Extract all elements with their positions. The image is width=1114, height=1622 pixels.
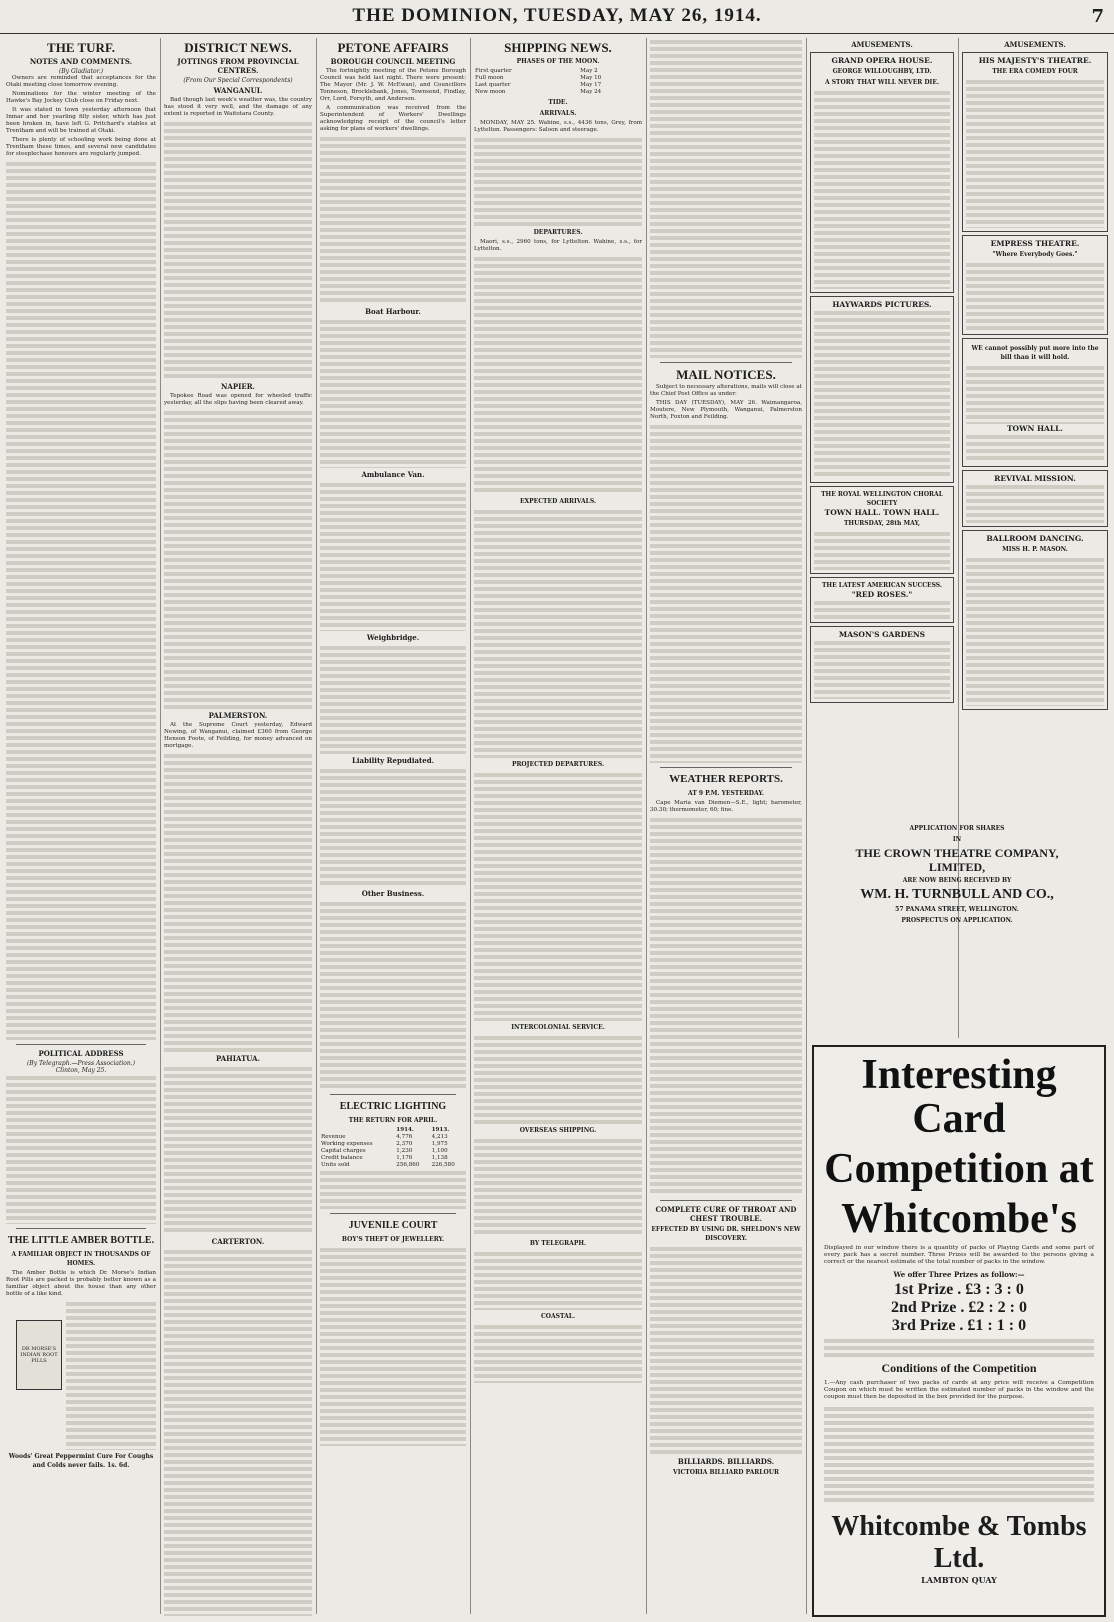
section-heading: THE LITTLE AMBER BOTTLE. [7, 1235, 155, 1246]
table-header-cell: 1914. [396, 1127, 414, 1133]
ad-subheading: VICTORIA BILLIARD PARLOUR [673, 1469, 779, 1476]
table-row [320, 1141, 466, 1148]
column-shipping [474, 38, 642, 1616]
ad-heading: COMPLETE CURE OF THROAT AND CHEST TROUBLE. [655, 1205, 797, 1223]
table-cell: New moon [475, 89, 506, 95]
place-heading: PALMERSTON. [208, 711, 268, 720]
masthead [0, 0, 1114, 32]
pill-bottle-illustration: DR MORSE'S INDIAN ROOT PILLS [16, 1320, 62, 1390]
section-subheading: NOTES AND COMMENTS. [29, 57, 133, 66]
ad-heading: BILLIARDS. BILLIARDS. [677, 1457, 775, 1466]
text-body [164, 752, 312, 1052]
paragraph: Nominations for the winter meeting of the Hawke's Bay Jockey Club close on Friday next. [6, 91, 156, 104]
ad-choral-society: THE ROYAL WELLINGTON CHORAL SOCIETY TOWN HALL. TOWN HALL. THURSDAY, 28th MAY, [810, 486, 954, 574]
paragraph: At the Supreme Court yesterday, Edward Newing, of Wanganui, claimed £360 from George Henson Foote, of Feilding, for money advanced on mortgage. [164, 722, 312, 749]
text-body [164, 409, 312, 709]
section-subheading: EXPECTED ARRIVALS. [519, 498, 597, 505]
ad-town-hall: WE cannot possibly put more into the bill than it will hold. TOWN HALL. [962, 338, 1108, 467]
text-body [66, 1300, 156, 1450]
ad-his-majestys: HIS MAJESTY'S THEATRE. THE ERA COMEDY FOUR [962, 52, 1108, 232]
ad-empress: EMPRESS THEATRE. "Where Everybody Goes." [962, 235, 1108, 335]
ad-opera-house: GRAND OPERA HOUSE. GEORGE WILLOUGHBY, LTD. A STORY THAT WILL NEVER DIE. [810, 52, 954, 293]
table-row [474, 82, 642, 89]
table-cell: Working expenses [321, 1141, 373, 1147]
table-cell: Units sold [321, 1162, 350, 1168]
byline: (By Gladiator.) [58, 68, 104, 75]
table-row [474, 75, 642, 82]
text-body [474, 1323, 642, 1383]
section-subheading: DEPARTURES. [533, 229, 583, 236]
table-cell: 1,176 [396, 1155, 413, 1161]
text-body [320, 1169, 466, 1209]
prize-third: 3rd Prize . £1 : 1 : 0 [891, 1317, 1027, 1334]
section-subheading: ARRIVALS. [539, 110, 577, 117]
column-rule [316, 38, 317, 1614]
ad-offer: We offer Three Prizes as follow:— [893, 1270, 1025, 1279]
subsection-heading: Liability Repudiated. [351, 756, 435, 765]
paragraph: It was stated in town yesterday afternoon that Inmar and her yearling filly sister, which has just been broken in, have left G. Pritchard's stables at Trentham and will be trained at Otaki. [6, 107, 156, 134]
ad-title-line: Interesting Card [861, 1052, 1057, 1142]
section-heading: PETONE AFFAIRS [337, 40, 449, 55]
ad-whitcombe-competition [812, 1045, 1106, 1617]
text-body [320, 1246, 466, 1446]
section-heading: SHIPPING NEWS. [504, 40, 612, 55]
section-subheading: TIDE. [548, 99, 568, 106]
subsection-heading: Ambulance Van. [361, 470, 425, 479]
ad-crown-theatre: APPLICATION FOR SHARES IN THE CROWN THEATRE COMPANY, LIMITED, ARE NOW BEING RECEIVED BY WM. H. TURNBULL AND CO., 57 PANAMA STREET, WELLINGTON. PROSPECTUS ON APPLICATION. [855, 825, 1059, 924]
table-row [320, 1162, 466, 1169]
text-body [320, 767, 466, 887]
section-heading: MAIL NOTICES. [676, 367, 776, 382]
section-heading: AMUSEMENTS. [851, 40, 913, 49]
conditions-text: 1.—Any cash purchaser of two packs of cards at any price will receive a Competition Coupon on which must be written the estimated number of packs in the window and the coupon must then be deposited in the box provided for the purpose. [824, 1380, 1094, 1400]
text-body [474, 508, 642, 758]
byline: (By Telegraph.—Press Association.) [26, 1060, 136, 1067]
subsection-heading: Boat Harbour. [365, 307, 421, 316]
column-rule [160, 38, 161, 1614]
place-heading: NAPIER. [221, 382, 255, 391]
section-subheading: AT 9 P.M. YESTERDAY. [688, 790, 764, 797]
table-cell: May 17 [580, 82, 602, 88]
table-cell: 256,860 [396, 1162, 420, 1168]
table-cell: 226,580 [431, 1162, 455, 1168]
column-turf [6, 38, 156, 1616]
section-heading: JUVENILE COURT [348, 1220, 438, 1231]
table-cell: 2,370 [396, 1141, 413, 1147]
text-body [164, 1248, 312, 1616]
divider [330, 1094, 456, 1095]
divider [16, 1228, 146, 1229]
table-header-cell [320, 1127, 395, 1134]
divider [660, 1200, 792, 1201]
text-body [474, 1034, 642, 1124]
paragraph: Maori, s.s., 2960 tons, for Lyttelton. Wahine, s.s., for Lyttelton. [474, 239, 642, 252]
text-body [320, 318, 466, 468]
table-cell: Revenue [321, 1134, 346, 1140]
ad-description: Displayed in our window there is a quantity of packs of Playing Cards and some part of every pack has a secret number. Three Prizes will be awarded to the persons giving a correct or the nearest estimate of the total number of packs in the window. [824, 1245, 1094, 1265]
byline: (From Our Special Correspondents) [183, 77, 293, 84]
divider [660, 362, 792, 363]
paragraph: Cape Maria van Diemen—S.E., light; barometer, 30.30; thermometer, 60; fine. [650, 800, 802, 813]
section-subheading: THE RETURN FOR APRIL. [348, 1117, 438, 1124]
text-body [650, 38, 802, 358]
column-rule [646, 38, 647, 1614]
section-subheading: INTERCOLONIAL SERVICE. [511, 1024, 605, 1031]
table-row [320, 1155, 466, 1162]
table-row [474, 68, 642, 75]
divider [660, 767, 792, 768]
text-body [824, 1405, 1094, 1505]
table-header-row [320, 1127, 466, 1134]
masthead-title: THE DOMINION, TUESDAY, MAY 26, 1914. [352, 5, 762, 26]
table-cell: 1,100 [431, 1148, 448, 1154]
dateline: Clinton, May 25. [55, 1067, 107, 1074]
text-body [6, 1074, 156, 1224]
subsection-heading: Weighbridge. [366, 633, 420, 642]
text-body [824, 1337, 1094, 1357]
ad-masons-gardens: MASON'S GARDENS [810, 626, 954, 703]
divider [16, 1044, 146, 1045]
text-body [474, 255, 642, 495]
ad-latest-success: THE LATEST AMERICAN SUCCESS. "RED ROSES." [810, 577, 954, 623]
ad-footer: Woods' Great Peppermint Cure For Coughs and Colds never fails. 1s. 6d. [8, 1453, 154, 1469]
section-subheading: JOTTINGS FROM PROVINCIAL CENTRES. [177, 57, 299, 75]
table-cell: 1,230 [396, 1148, 413, 1154]
table-cell: May 24 [580, 89, 602, 95]
section-subheading: A FAMILIAR OBJECT IN THOUSANDS OF HOMES. [11, 1251, 151, 1267]
paragraph: There is plenty of schooling work being done at Trentham these times, and several new candidates for steeplechase honours are regularly jumped. [6, 137, 156, 157]
prize-second: 2nd Prize . £2 : 2 : 0 [891, 1299, 1027, 1316]
lighting-table [320, 1127, 466, 1169]
paragraph: The fortnightly meeting of the Petone Borough Council was held last night. There were present: The Mayor (Mr. J. W. McEwan), and Councillors Tonneson, Brocklebank, Jones, Townsend, Findlay, Orr, Lord, Forsyth, and Anderson. [320, 68, 466, 102]
text-body [650, 816, 802, 1196]
text-body [474, 1250, 642, 1310]
section-heading: THE TURF. [47, 40, 115, 55]
paragraph: Subject to necessary alterations, mails will close at the Chief Post Office as under: [650, 384, 802, 397]
masthead-rule [0, 33, 1114, 34]
column-amusements-2 [962, 38, 1108, 813]
section-subheading: BY TELEGRAPH. [529, 1240, 587, 1247]
text-body [164, 1065, 312, 1235]
text-body [650, 423, 802, 763]
column-rule [806, 38, 807, 1614]
text-body [320, 900, 466, 1090]
place-heading: CARTERTON. [211, 1237, 265, 1246]
table-cell: May 2 [580, 68, 598, 74]
table-cell: Last quarter [475, 82, 511, 88]
place-heading: PAHIATUA. [215, 1054, 261, 1063]
paragraph: MONDAY, MAY 25. Wahine, s.s., 4436 tons, Grey, from Lyttelton. Passengers: Saloon and steerage. [474, 120, 642, 133]
column-district-news [164, 38, 312, 1616]
prize-first: 1st Prize . £3 : 3 : 0 [894, 1281, 1024, 1298]
text-body [320, 481, 466, 631]
table-cell: Capital charges [321, 1148, 366, 1154]
section-subheading: OVERSEAS SHIPPING. [519, 1127, 597, 1134]
table-cell: Full moon [475, 75, 504, 81]
place-heading: WANGANUI. [213, 86, 263, 95]
section-subheading: COASTAL. [540, 1313, 576, 1320]
moon-table [474, 68, 642, 96]
table-row [320, 1134, 466, 1141]
table-row [474, 89, 642, 96]
column-amusements-1 [810, 38, 954, 813]
section-subheading: POLITICAL ADDRESS [38, 1049, 124, 1058]
section-subheading: BOROUGH COUNCIL MEETING [330, 57, 456, 66]
text-body [650, 1245, 802, 1455]
paragraph: A communication was received from the Superintendent of Workers' Dwellings acknowledging receipt of the council's letter asking for plans of workers' dwellings. [320, 105, 466, 132]
paragraph: The Amber Bottle is which Dr. Morse's Indian Root Pills are packed is probably better known as a familiar object about the house than any other bottle of a like kind. [6, 1270, 156, 1297]
table-cell: 4,213 [431, 1134, 448, 1140]
table-cell: 1,138 [431, 1155, 448, 1161]
table-cell: 1,975 [431, 1141, 448, 1147]
section-heading: AMUSEMENTS. [1004, 40, 1066, 49]
text-body [474, 1137, 642, 1237]
column-mail-weather [650, 38, 802, 1616]
table-cell: May 10 [580, 75, 602, 81]
page-number: 7 [1091, 6, 1104, 27]
section-heading: ELECTRIC LIGHTING [339, 1101, 447, 1112]
column-petone [320, 38, 466, 1616]
text-body [320, 644, 466, 754]
ad-dancing-classes: BALLROOM DANCING. MISS H. P. MASON. [962, 530, 1108, 710]
paragraph: THIS DAY (TUESDAY), MAY 26. Waimangaroa, Moutere, New Plymouth, Wanganui, Palmerston North, Foxton and Feilding. [650, 400, 802, 420]
text-body [6, 160, 156, 1040]
paragraph: Owners are reminded that acceptances for the Otaki meeting close tomorrow evening. [6, 75, 156, 88]
table-cell: Credit balance [321, 1155, 363, 1161]
paragraph: Tepokee Road was opened for wheeled traffic yesterday, all the slips having been cleared away. [164, 393, 312, 406]
section-heading: DISTRICT NEWS. [184, 40, 292, 55]
ad-subheading: EFFECTED BY USING DR. SHELDON'S NEW DISCOVERY. [651, 1226, 801, 1242]
section-heading: WEATHER REPORTS. [669, 773, 783, 785]
ad-haywards: HAYWARDS PICTURES. [810, 296, 954, 483]
column-rule [470, 38, 471, 1614]
firm-address: LAMBTON QUAY [921, 1575, 997, 1585]
text-body [164, 120, 312, 380]
section-subheading: PROJECTED DEPARTURES. [511, 761, 605, 768]
subsection-heading: Other Business. [361, 889, 425, 898]
ad-revival-mission: REVIVAL MISSION. [962, 470, 1108, 527]
divider [330, 1213, 456, 1214]
text-body [474, 771, 642, 1021]
ad-title-line: Whitcombe's [841, 1196, 1077, 1242]
conditions-heading: Conditions of the Competition [881, 1361, 1037, 1375]
table-cell: 4,776 [396, 1134, 413, 1140]
firm-name: Whitcombe & Tombs Ltd. [831, 1511, 1087, 1574]
section-subheading: PHASES OF THE MOON. [516, 58, 600, 65]
text-body [474, 136, 642, 226]
table-header-cell: 1913. [431, 1127, 450, 1133]
text-body [320, 135, 466, 305]
table-cell: First quarter [475, 68, 512, 74]
section-subheading: BOY'S THEFT OF JEWELLERY. [341, 1236, 445, 1243]
pill-ad [6, 1300, 156, 1450]
table-row [320, 1148, 466, 1155]
paragraph: Bad though last week's weather was, the country has stood it very well, and the damage of any extent is reported in Waitotara County. [164, 97, 312, 117]
ad-title-line: Competition at [824, 1146, 1094, 1192]
